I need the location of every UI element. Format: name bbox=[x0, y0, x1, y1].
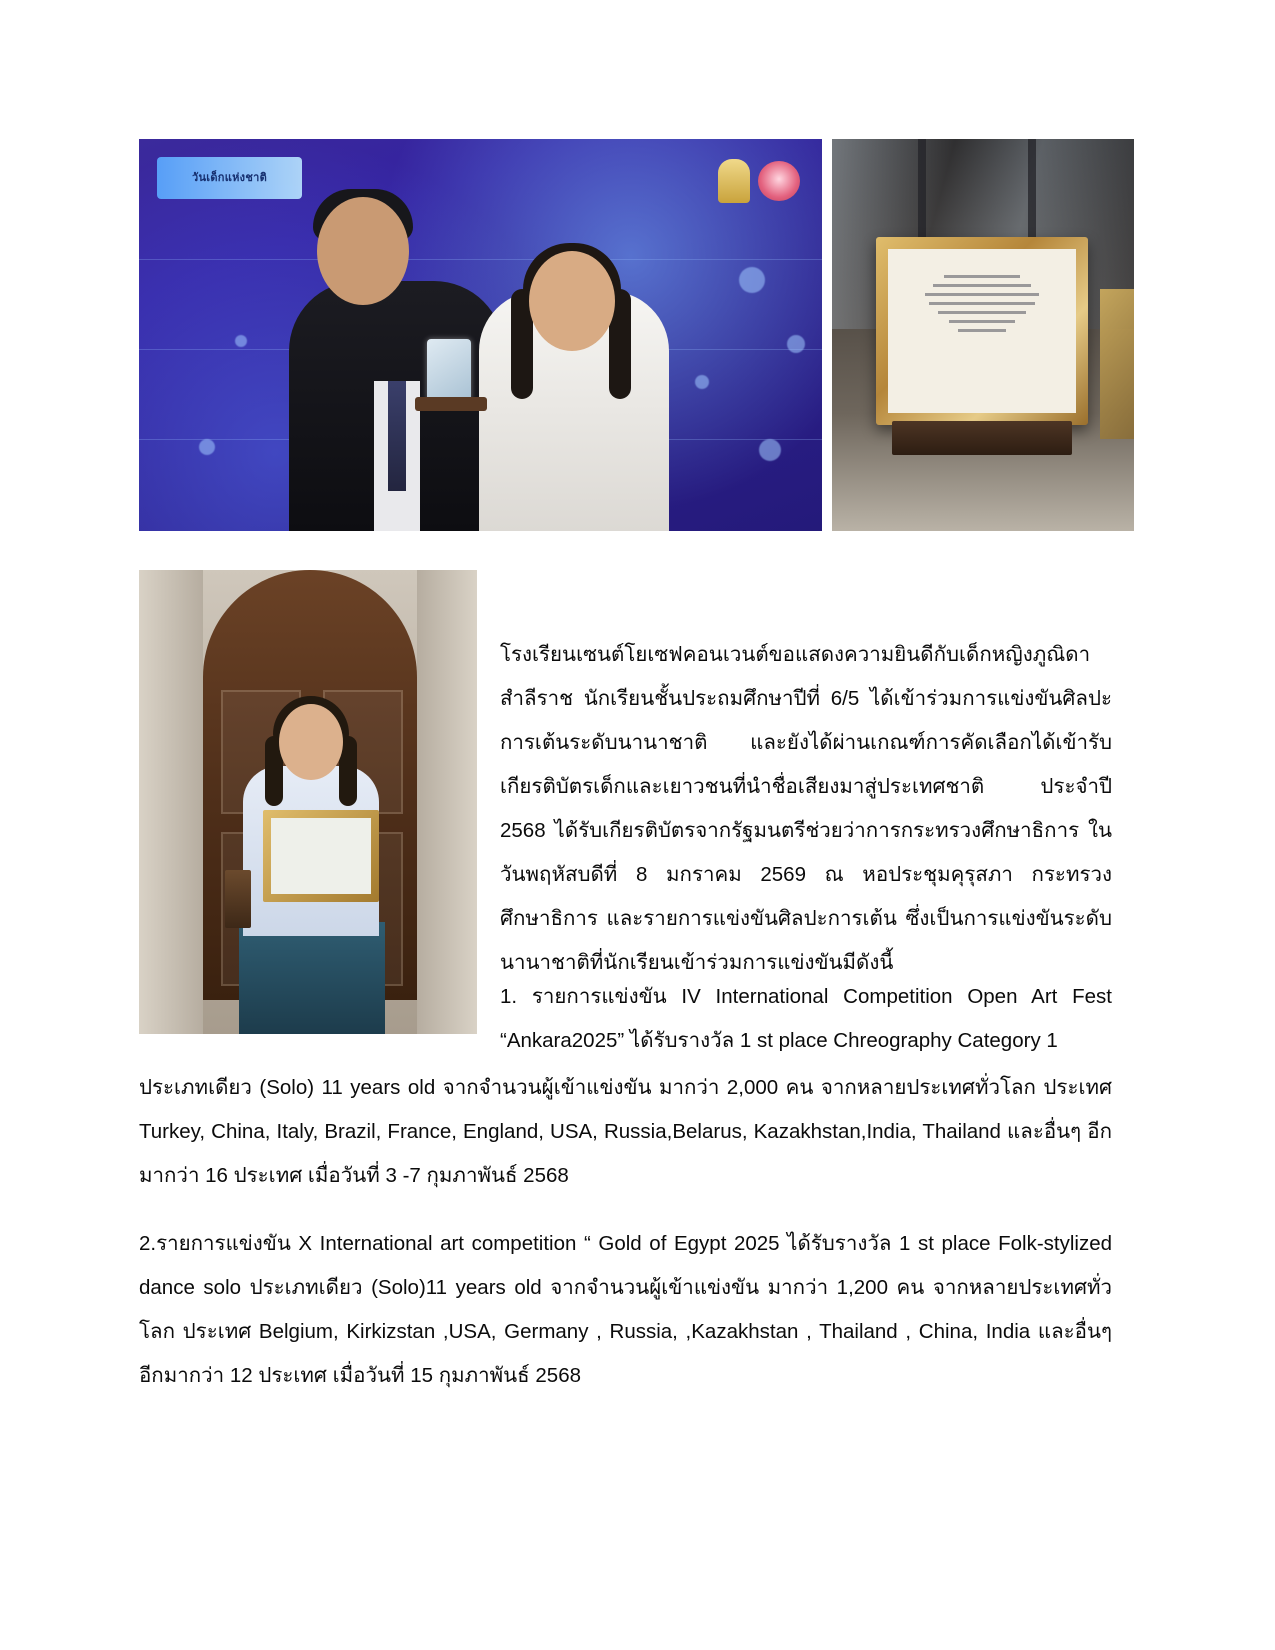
festival-emblem-icon bbox=[758, 161, 800, 201]
decor-dot bbox=[759, 439, 781, 461]
decor-dot bbox=[235, 335, 247, 347]
paragraph-competition-1-details: ประเภทเดียว (Solo) 11 years old จากจำนวนผู้เข้าแข่งขัน มากว่า 2,000 คน จากหลายประเทศทั่วโลก ประเทศ Turkey, China, Italy, Brazil, France, England, USA, Russia,Belarus, Kazakhstan,India, Thailand และอื่นๆ อีกมากว่า 16 ประเทศ เมื่อวันที่ 3 -7 กุมภาพันธ์ 2568 bbox=[139, 1076, 1112, 1187]
building-pillar-left bbox=[139, 570, 203, 1034]
person-official-tie bbox=[388, 381, 406, 491]
certificate-stand bbox=[892, 421, 1072, 455]
award-plaque-base bbox=[415, 397, 487, 411]
student-held-certificate-paper bbox=[271, 818, 371, 894]
photo-award-ceremony bbox=[139, 139, 822, 531]
building-pillar-right bbox=[417, 570, 477, 1034]
paragraph-competition-1-heading: 1. รายการแข่งขัน IV International Competition Open Art Fest “Ankara2025” ได้รับรางวัล 1 st place Chreography Category 1 bbox=[500, 985, 1112, 1052]
event-banner-text: วันเด็กแห่งชาติ bbox=[191, 172, 268, 184]
decor-dot bbox=[199, 439, 215, 455]
adjacent-frame bbox=[1100, 289, 1134, 439]
paragraph-intro: โรงเรียนเซนต์โยเซฟคอนเวนต์ขอแสดงความยินดีกับเด็กหญิงภูณิดา สำลีราช นักเรียนชั้นประถมศึกษาปีที่ 6/5 ได้เข้าร่วมการแข่งขันศิลปะการเต้นระดับนานาชาติ และยังได้ผ่านเกณฑ์การคัดเลือกได้เข้ารับเกียรติบัตรเด็กและเยาวชนที่นำชื่อเสียงมาสู่ประเทศชาติ ประจำปี 2568 ได้รับเกียรติบัตรจากรัฐมนตรีช่วยว่าการกระทรวงศึกษาธิการ ในวันพฤหัสบดีที่ 8 มกราคม 2569 ณ หอประชุมคุรุสภา กระทรวงศึกษาธิการ และรายการแข่งขันศิลปะการเต้น ซึ่งเป็นการแข่งขันระดับนานาชาติที่นักเรียนเข้าร่วมการแข่งขันมีดังนี้ bbox=[500, 642, 1112, 974]
student-head bbox=[279, 704, 343, 780]
photo-girl-with-certificate bbox=[139, 570, 477, 1034]
student-held-certificate bbox=[263, 810, 379, 902]
decor-dot bbox=[739, 267, 765, 293]
certificate-mat bbox=[888, 249, 1076, 413]
certificate-text-lines bbox=[914, 275, 1050, 338]
decor-line bbox=[139, 259, 822, 260]
royal-emblem-icon bbox=[718, 159, 750, 203]
person-student-head bbox=[529, 251, 615, 351]
certificate-frame bbox=[876, 237, 1088, 425]
photo-framed-certificate bbox=[832, 139, 1134, 531]
student-skirt bbox=[239, 922, 385, 1034]
decor-dot bbox=[787, 335, 805, 353]
paragraph-competition-2: 2.รายการแข่งขัน X International art competition “ Gold of Egypt 2025 ได้รับรางวัล 1 st place Folk-stylized dance solo ประเภทเดียว (Solo)11 years old จากจำนวนผู้เข้าแข่งขัน มากว่า 1,200 คน จากหลายประเทศทั่วโลก ประเทศ Belgium, Kirkizstan ,USA, Germany , Russia, ,Kazakhstan , Thailand , China, India และอื่นๆ อีกมากว่า 12 ประเทศ เมื่อวันที่ 15 กุมภาพันธ์ 2568 bbox=[139, 1232, 1112, 1387]
student-held-plaque bbox=[225, 870, 251, 928]
person-official-head bbox=[317, 197, 409, 305]
award-plaque bbox=[427, 339, 471, 401]
decor-dot bbox=[695, 375, 709, 389]
event-banner-logo bbox=[157, 157, 302, 199]
